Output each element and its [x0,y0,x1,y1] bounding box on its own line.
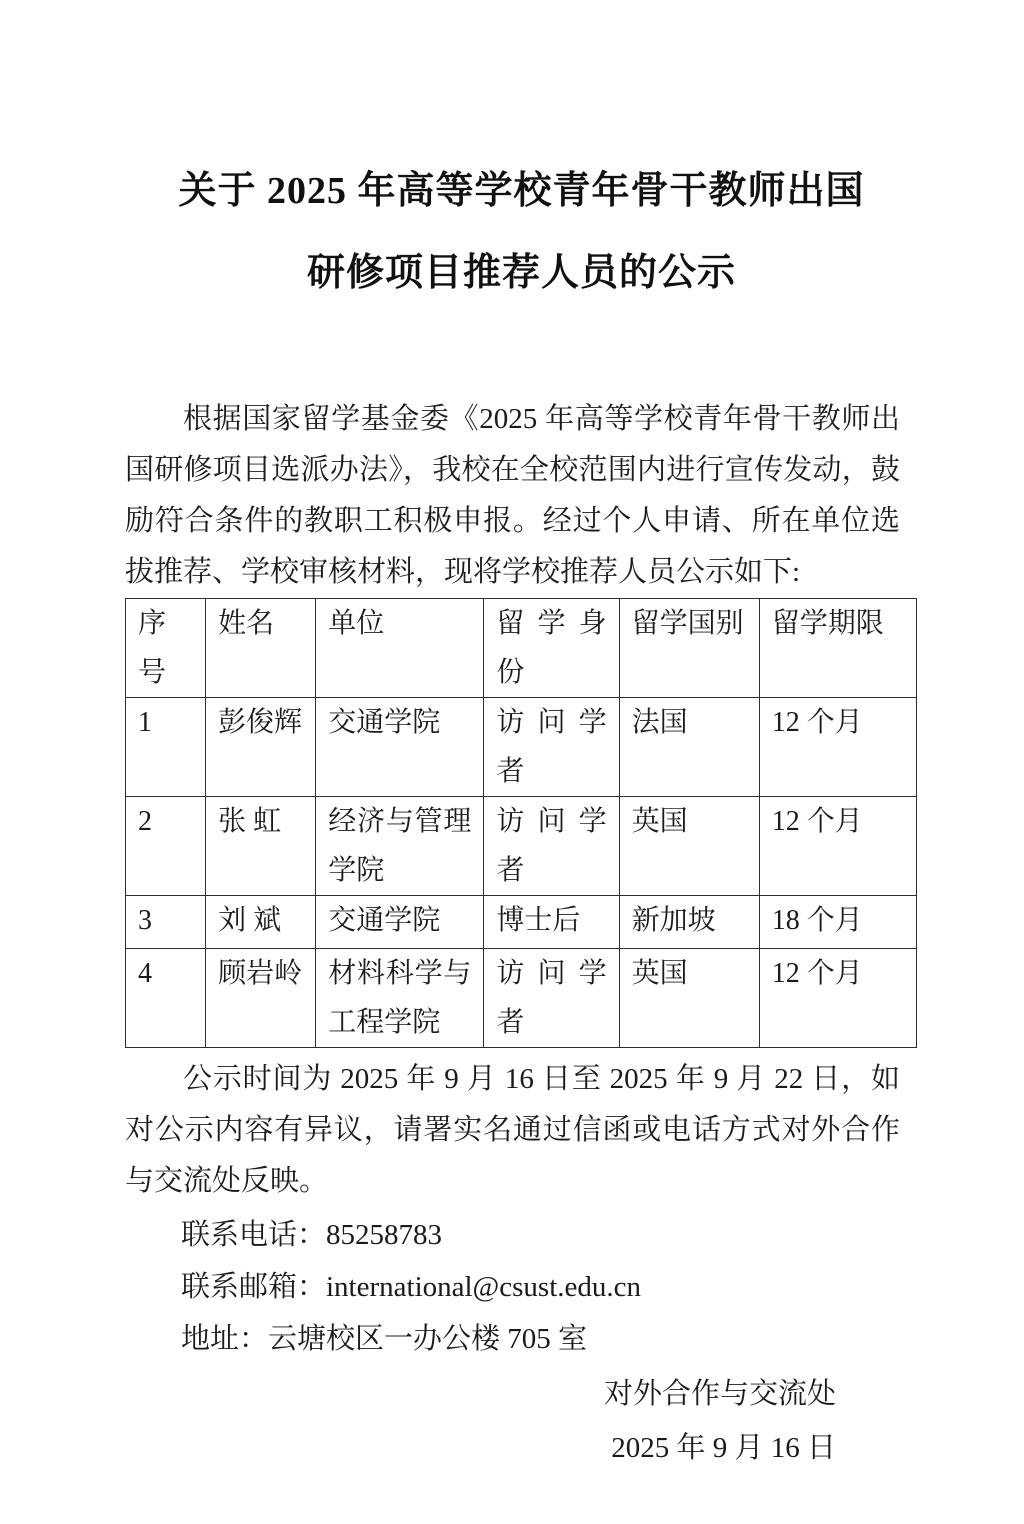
table-cell: 法国 [619,698,759,797]
table-header-row [126,599,917,698]
intro-paragraph: 根据国家留学基金委《2025 年高等学校青年骨干教师出国研修项目选派办法》，我校在全校范围内进行宣传发动，鼓励符合条件的教职工积极申报。经过个人申请、所在单位选拔推荐、学校审核材料，现将学校推荐人员公示如下: [125,403,900,588]
table-cell: 材料科学与工程学院 [316,949,484,1048]
table-cell: 访问学者 [484,698,619,797]
table-row [126,896,917,949]
table-cell: 英国 [619,797,759,896]
table-cell: 2 [126,797,206,896]
table-cell: 1 [126,698,206,797]
signoff-date: 2025 年 9 月 16 日 [611,1432,836,1464]
table-header-cell-unit: 单位 [316,599,484,698]
table-header-cell-country: 留学国别 [619,599,759,698]
document-title-line-1: 关于 2025 年高等学校青年骨干教师出国 [178,170,865,212]
contact-phone-line: 联系电话：85258783 [181,1219,443,1251]
contact-info-block [125,1209,918,1365]
table-cell: 经济与管理学院 [316,797,484,896]
table-cell: 新加坡 [619,896,759,949]
table-cell: 18 个月 [759,896,916,949]
table-header-cell-role: 留学身份 [484,599,619,698]
table-cell: 12 个月 [759,797,916,896]
table-row [126,698,917,797]
table-cell: 张 虹 [206,797,316,896]
table-cell: 交通学院 [316,896,484,949]
table-header-cell-no: 序号 [126,599,206,698]
table-cell: 4 [126,949,206,1048]
recommended-candidates-table [125,598,917,1048]
table-cell: 访问学者 [484,949,619,1048]
table-cell: 3 [126,896,206,949]
table-cell: 博士后 [484,896,619,949]
table-cell: 访问学者 [484,797,619,896]
document-title [125,150,918,314]
table-cell: 顾岩岭 [206,949,316,1048]
table-row [126,949,917,1048]
table-cell: 英国 [619,949,759,1048]
table-header-cell-name: 姓名 [206,599,316,698]
publicity-period-paragraph: 公示时间为 2025 年 9 月 16 日至 2025 年 9 月 22 日，如对公示内容有异议，请署实名通过信函或电话方式对外合作与交流处反映。 [125,1063,900,1197]
table-header-cell-duration: 留学期限 [759,599,916,698]
contact-email-line: 联系邮箱：international@csust.edu.cn [181,1271,642,1303]
signoff-block [125,1367,918,1475]
table-cell: 交通学院 [316,698,484,797]
contact-address-line: 地址：云塘校区一办公楼 705 室 [181,1323,588,1355]
table-cell: 彭俊辉 [206,698,316,797]
signoff-department: 对外合作与交流处 [603,1378,836,1410]
document-title-line-2: 研修项目推荐人员的公示 [306,252,736,294]
table-cell: 刘 斌 [206,896,316,949]
table-cell: 12 个月 [759,698,916,797]
table-row [126,797,917,896]
table-cell: 12 个月 [759,949,916,1048]
